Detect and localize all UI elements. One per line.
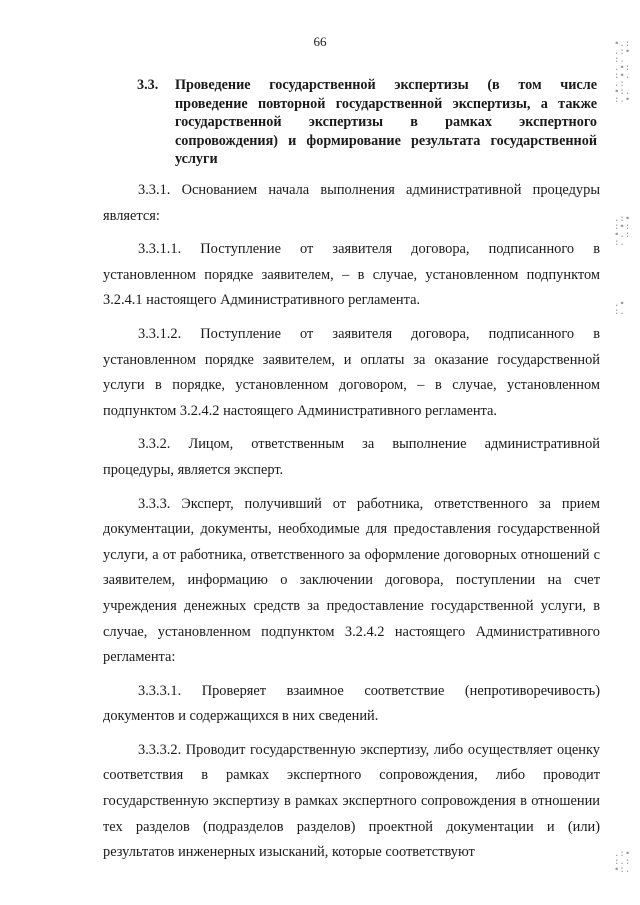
scan-noise: .:∙ :∙: ∙.: :. <box>614 214 631 248</box>
paragraph-3-3-2: 3.3.2. Лицом, ответственным за выполнение административной процедуры, является эксперт. <box>103 436 600 478</box>
page-number: 66 <box>313 34 327 49</box>
scan-noise: .∙ :. <box>614 299 625 317</box>
section-heading <box>137 76 597 169</box>
paragraph-3-3-3-1: 3.3.3.1. Проверяет взаимное соответствие (непротиворечивость) документов и содержащихся в них сведений. <box>103 682 600 725</box>
section-title: Проведение государственной экспертизы (в том числе проведение повторной государственной экспертизы, а также государственной экспертизы в рамках экспертного сопровождения) и формирование результата государственной услуги <box>175 77 597 168</box>
paragraph-3-3-1-2: 3.3.1.2. Поступление от заявителя договора, подписанного в установленном порядке заявителем, и оплаты за оказание государственной услуги в порядке, установленном договором, – в случае, установленном подпунктом 3.2.4.2 настоящего Административного регламента. <box>103 325 600 419</box>
scan-noise: ∙.: .:∙ :. .∙: :∙. .: ∙:. :.∙ <box>614 39 631 105</box>
paragraph-3-3-1-1: 3.3.1.1. Поступление от заявителя договора, подписанного в установленном порядке заявителем, – в случае, установленном подпунктом 3.2.4.1 настоящего Административного регламента. <box>103 241 600 309</box>
paragraph-3-3-1: 3.3.1. Основанием начала выполнения административной процедуры является: <box>103 182 600 224</box>
document-body <box>103 178 600 874</box>
paragraph-3-3-3-2: 3.3.3.2. Проводит государственную экспертизу, либо осуществляет оценку соответствия в рамках экспертного сопровождения, либо проводит государственную экспертизу в рамках экспертного сопровождения в отношении тех разделов (подразделов разделов) проектной документации и (или) результатов инженерных изысканий, которые соответствуют <box>103 741 600 861</box>
section-number: 3.3. <box>137 77 159 93</box>
scan-noise: .:∙ :.: ∙:. <box>614 849 631 875</box>
paragraph-3-3-3: 3.3.3. Эксперт, получивший от работника, ответственного за прием документации, документы, необходимые для предоставления государственной услуги, а от работника, ответственного за оформление договорных отношений с заявителем, информацию о заключении договора, поступлении на счет учреждения денежных средств за предоставление государственной услуги, в случае, установленном подпунктом 3.2.4.2 настоящего Административного регламента: <box>103 495 600 666</box>
